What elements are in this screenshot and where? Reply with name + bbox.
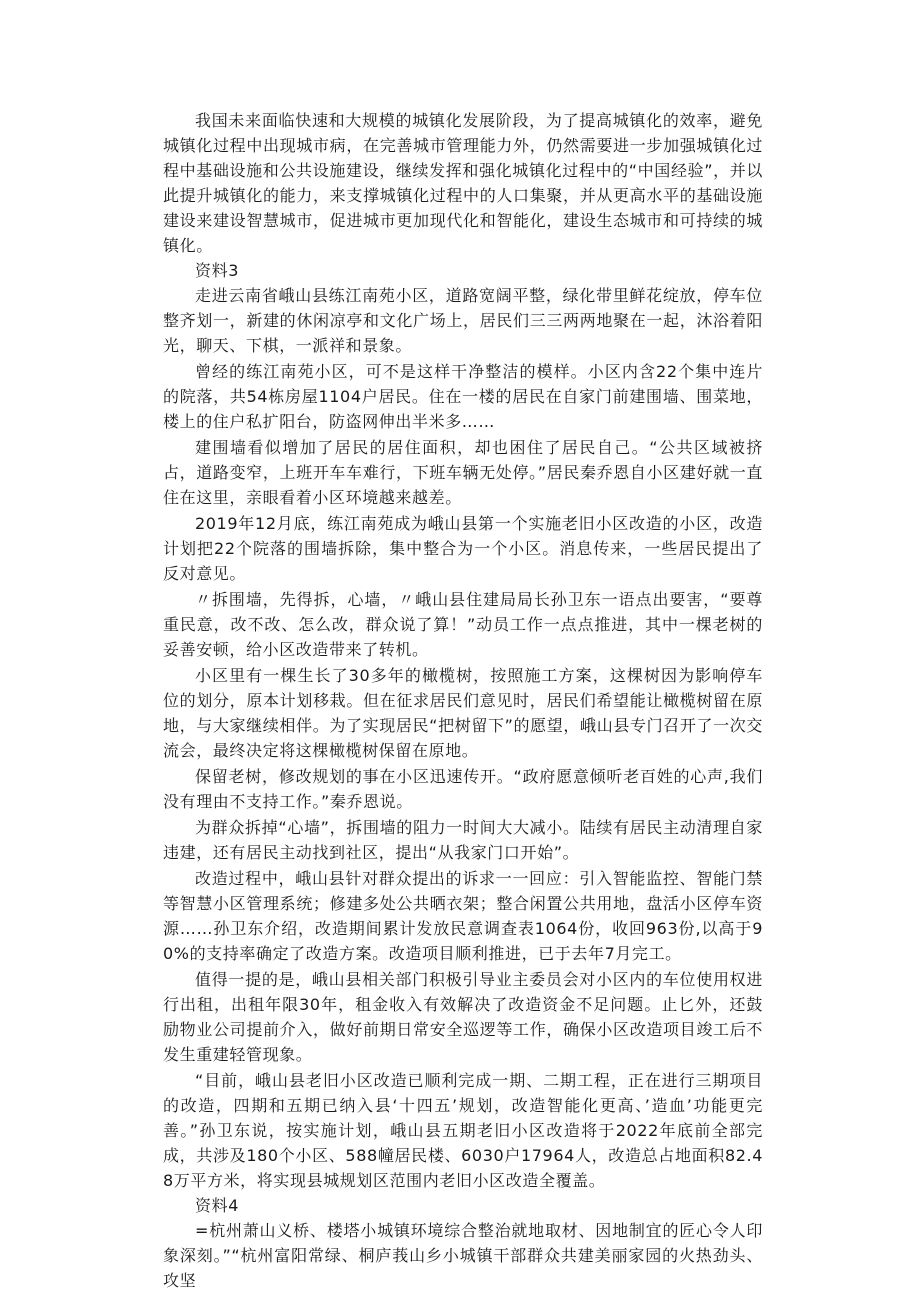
- paragraph-progress: “目前，峨山县老旧小区改造已顺利完成一期、二期工程，正在进行三期项目的改造，四期和五期已纳入县‘十四五’规划，改造智能化更高、’造血’功能更完善。”孙卫东说，按实施计划，峨山县五期老旧小区改造将于2022年底前全部完成，共涉及180个小区、588幢居民楼、6030户17964人，改造总占地面积82.48万平方米，将实现县城规划区范围内老旧小区改造全覆盖。: [163, 1071, 763, 1190]
- paragraph-renovation-plan: 2019年12月底，练江南苑成为峨山县第一个实施老旧小区改造的小区，改造计划把22个院落的围墙拆除，集中整合为一个小区。消息传来，一些居民提出了反对意见。: [163, 514, 763, 583]
- paragraph-intro: 我国未来面临快速和大规模的城镇化发展阶段，为了提高城镇化的效率，避免城镇化过程中出现城市病，在完善城市管理能力外，仍然需要进一步加强城镇化过程中基础设施和公共设施建设，继续发挥和强化城镇化过程中的“中国经验”，并以此提升城镇化的能力，来支撑城镇化过程中的人口集聚，并从更高水平的基础设施建设来建设智慧城市，促进城市更加现代化和智能化，建设生态城市和可持续的城镇化。: [163, 111, 763, 255]
- paragraph-olive-tree: 小区里有一棵生长了30多年的橄榄树，按照施工方案，这棵树因为影响停车位的划分，原本计划移栽。但在征求居民们意见时，居民们希望能让橄榄树留在原地，与大家继续相伴。为了实现居民“把树留下”的愿望，峨山县专门召开了一次交流会，最终决定将这棵橄榄树保留在原地。: [163, 666, 763, 760]
- paragraph-renovation-process: 改造过程中，峨山县针对群众提出的诉求一一回应：引入智能监控、智能门禁等智慧小区管理系统；修建多处公共晒衣架；整合闲置公共用地，盘活小区停车资源……孙卫东介绍，改造期间累计发放民意调查表1064份，收回963份,以高于90%的支持率确定了改造方案。改造项目顺利推进，已于去年7月完工。: [163, 869, 763, 963]
- document-page: [163, 108, 763, 1293]
- paragraph-hangzhou: =杭州萧山义桥、楼塔小城镇环境综合整治就地取材、因地制宜的匠心令人印象深刻。”“杭州富阳常绿、桐庐莪山乡小城镇干部群众共建美丽家园的火热劲头、攻坚: [163, 1221, 763, 1290]
- paragraph-former-state: 曾经的练江南苑小区，可不是这样干净整洁的模样。小区内含22个集中连片的院落，共54栋房屋1104户居民。住在一楼的居民在自家门前建围墙、围菜地，楼上的住户私扩阳台，防盗网伸出半米多……: [163, 362, 763, 431]
- paragraph-walls-problem: 建围墙看似增加了居民的居住面积，却也困住了居民自己。“公共区域被挤占，道路变窄，上班开车车难行，下班车辆无处停。”居民秦乔恩自小区建好就一直住在这里，亲眼看着小区环境越来越差。: [163, 438, 763, 507]
- paragraph-community-scene: 走进云南省峨山县练江南苑小区，道路宽阔平整，绿化带里鲜花绽放，停车位整齐划一，新建的休闲凉亭和文化广场上，居民们三三两两地聚在一起，沐浴着阳光，聊天、下棋，一派祥和景象。: [163, 286, 763, 355]
- paragraph-resistance-reduced: 为群众拆掉“心墙”，拆围墙的阻力一时间大大减小。陆续有居民主动清理自家违建，还有居民主动找到社区，提出“从我家门口开始”。: [163, 818, 763, 862]
- section-label-material-4: 资料4: [195, 1196, 239, 1215]
- paragraph-funding: 值得一提的是，峨山县相关部门积极引导业主委员会对小区内的车位使用权进行出租，出租年限30年，租金收入有效解决了改造资金不足问题。止匕外，还鼓励物业公司提前介入，做好前期日常安全巡逻等工作，确保小区改造项目竣工后不发生重建轻管现象。: [163, 970, 763, 1064]
- paragraph-keep-tree: 保留老树，修改规划的事在小区迅速传开。“政府愿意倾听老百姓的心声,我们没有理由不支持工作。”秦乔恩说。: [163, 767, 763, 811]
- paragraph-heart-wall: 〃拆围墙，先得拆，心墙，〃峨山县住建局局长孙卫东一语点出要害，“要尊重民意，改不改、怎么改，群众说了算！”动员工作一点点推进，其中一棵老树的妥善安顿，给小区改造带来了转机。: [163, 590, 763, 659]
- section-label-material-3: 资料3: [195, 261, 239, 280]
